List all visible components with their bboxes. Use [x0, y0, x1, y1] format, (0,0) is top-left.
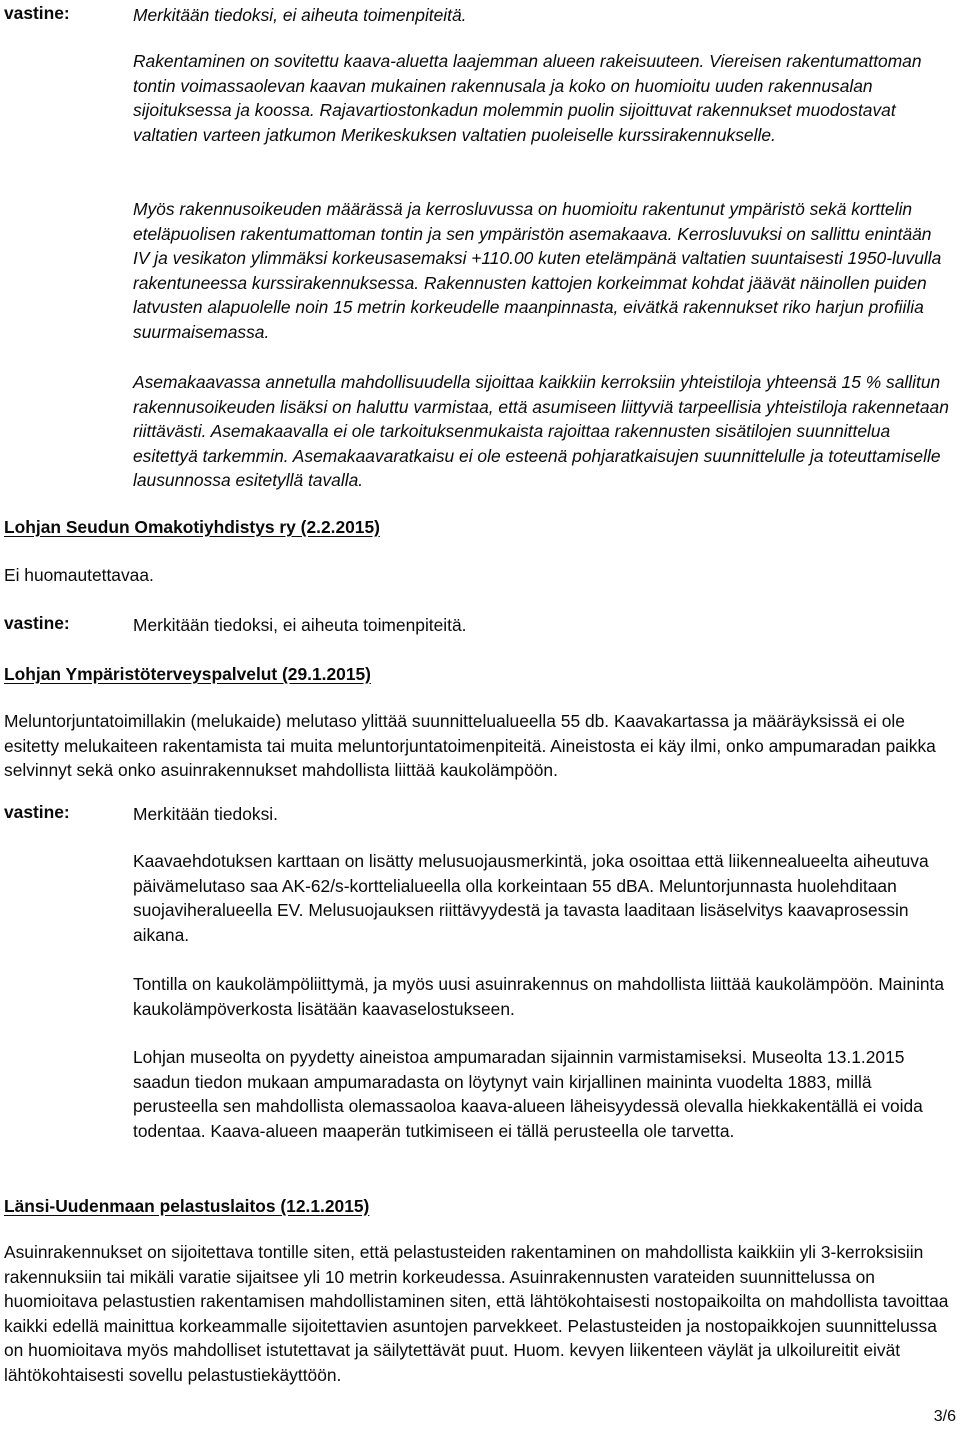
response-label: vastine:: [4, 613, 70, 633]
statement-text: Meluntorjuntatoimillakin (melukaide) melutaso ylittää suunnittelualueella 55 db. Kaavakartassa ja määräyksissä ei ole esitetty melukaiteen rakentamista tai muita meluntorjuntatoimenpiteitä. Aineistosta ei käy ilmi, onko ampumaradan paikka selvinnyt sekä onko asuinrakennukset mahdollista liittää kaukolämpöön.: [4, 711, 936, 781]
section-heading: Länsi-Uudenmaan pelastuslaitos (12.1.2015): [4, 1196, 370, 1216]
paragraph: Tontilla on kaukolämpöliittymä, ja myös uusi asuinrakennus on mahdollista liittää kaukolämpöön. Maininta kaukolämpöverkosta lisätään kaavaselostukseen.: [133, 974, 945, 1019]
section-heading: Lohjan Seudun Omakotiyhdistys ry (2.2.2015): [4, 517, 380, 537]
response-label: vastine:: [4, 3, 70, 23]
response-text: Merkitään tiedoksi, ei aiheuta toimenpiteitä.: [133, 615, 467, 635]
response-text: Merkitään tiedoksi, ei aiheuta toimenpiteitä.: [133, 5, 467, 25]
paragraph: Kaavaehdotuksen karttaan on lisätty melusuojausmerkintä, joka osoittaa että liikennealueelta aiheutuva päivämelutaso saa AK-62/s-korttelialueella olla korkeintaan 55 dBA. Meluntorjunnasta huolehditaan suojaviheralueella EV. Melusuojauksen riittävyydestä ja tavasta laaditaan lisäselvitys kaavaprosessin aikana.: [133, 851, 929, 945]
statement-text: Ei huomautettavaa.: [4, 565, 154, 585]
section-heading: Lohjan Ympäristöterveyspalvelut (29.1.2015): [4, 664, 371, 684]
response-label: vastine:: [4, 802, 70, 822]
paragraph: Rakentaminen on sovitettu kaava-aluetta laajemman alueen rakeisuuteen. Viereisen rakentumattoman tontin voimassaolevan kaavan mukainen rakennusala ja koko on huomioitu uuden rakennusalan sijoituksessa ja koossa. Rajavartiostonkadun molemmin puolin sijoittuvat rakennukset muodostavat valtatien varteen jatkumon Merikeskuksen valtatien puoleiselle kurssirakennukselle.: [133, 51, 922, 145]
paragraph: Asemakaavassa annetulla mahdollisuudella sijoittaa kaikkiin kerroksiin yhteistiloja yhteensä 15 % sallitun rakennusoikeuden lisäksi on haluttu varmistaa, että asumiseen liittyviä tarpeellisia yhteistiloja rakennetaan riittävästi. Asemakaavalla ei ole tarkoituksenmukaista rajoittaa rakennusten sisätilojen suunnittelua esitettyä tarkemmin. Asemakaavaratkaisu ei ole esteenä pohjaratkaisujen suunnittelulle ja toteuttamiselle lausunnossa esitetyllä tavalla.: [133, 372, 949, 491]
paragraph: Lohjan museolta on pyydetty aineistoa ampumaradan sijainnin varmistamiseksi. Museolta 13.1.2015 saadun tiedon mukaan ampumaradasta on löytynyt vain kirjallinen maininta vuodelta 1883, millä perusteella sen mahdollista olemassaoloa kaava-alueen läheisyydessä olevalla hiekkakentällä ei voida todentaa. Kaava-alueen maaperän tutkimiseen ei tällä perusteella ole tarvetta.: [133, 1047, 923, 1141]
statement-text: Asuinrakennukset on sijoitettava tontille siten, että pelastusteiden rakentaminen on mahdollista kaikkiin yli 3-kerroksisiin rakennuksiin tai mikäli varatie sijaitsee yli 10 metrin korkeudessa. Asuinrakennusten varateiden suunnittelussa on huomioitava pelastustien rakentamisen mahdollistaminen siten, että lähtökohtaisesti nostopaikoilta on mahdollista tavoittaa kaikki edellä mainittua korkeammalle sijoitettavien asuntojen parvekkeet. Pelastusteiden ja nostopaikkojen suunnittelussa on huomioitava myös mahdolliset istutettavat ja säilytettävät puut. Huom. kevyen liikenteen väylät ja ulkoilureitit eivät lähtökohtaisesti sovellu pelastustiekäyttöön.: [4, 1242, 949, 1385]
response-text: Merkitään tiedoksi.: [133, 804, 278, 824]
paragraph: Myös rakennusoikeuden määrässä ja kerrosluvussa on huomioitu rakentunut ympäristö sekä korttelin eteläpuolisen rakentumattoman tontin ja sen ympäristön asemakaava. Kerrosluvuksi on sallittu enintään IV ja vesikaton ylimmäksi korkeusasemaksi +110.00 kuten etelämpänä valtatien suuntaisesti 1950-luvulla rakentuneessa kurssirakennuksessa. Rakennusten kattojen korkeimmat kohdat jäävät näinollen puiden latvusten alapuolelle noin 15 metrin korkeudelle maanpinnasta, eivätkä rakennukset riko harjun profiilia suurmaisemassa.: [133, 199, 942, 342]
page-number: 3/6: [933, 1408, 956, 1425]
